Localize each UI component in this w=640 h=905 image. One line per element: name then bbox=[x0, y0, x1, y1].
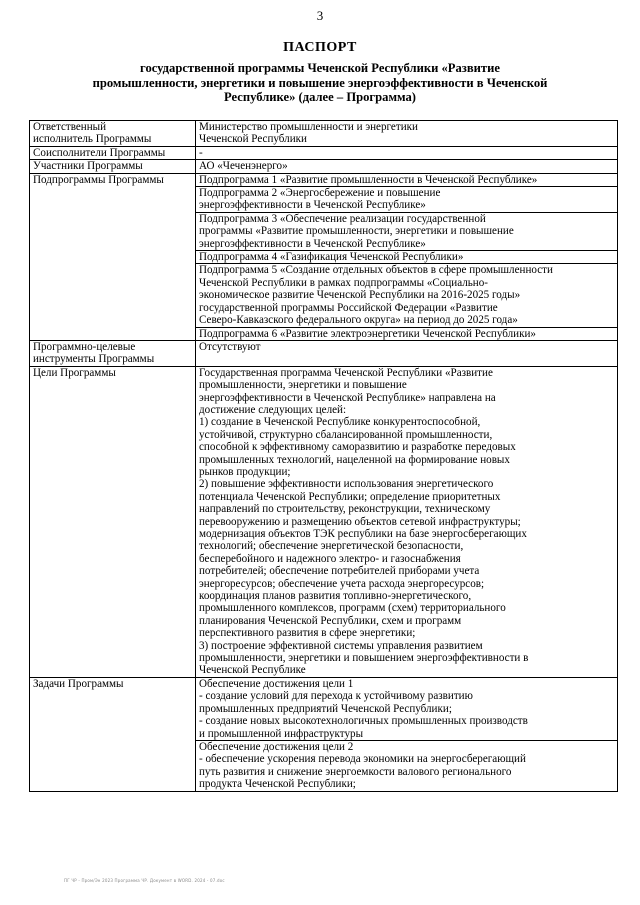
value-line: промышленных предприятий Чеченской Республики; bbox=[199, 702, 452, 715]
value-line: энергоэффективности в Чеченской Республике» направлена на bbox=[199, 391, 496, 404]
label-line: Подпрограммы Программы bbox=[33, 173, 164, 186]
row-label bbox=[30, 146, 196, 159]
value-line: Отсутствуют bbox=[199, 340, 261, 353]
table-row-goals bbox=[30, 366, 618, 677]
value-line: достижение следующих целей: bbox=[199, 403, 347, 416]
value-line: потребителей; обеспечение потребителей приборами учета bbox=[199, 565, 480, 578]
value-line: 2) повышение эффективности использования энергетического bbox=[199, 478, 494, 491]
value-line: промышленности, энергетики и повышение bbox=[199, 379, 407, 392]
table-row-tasks bbox=[30, 677, 618, 740]
subprogram-cell bbox=[196, 264, 618, 327]
value-line: координация планов развития топливно-энергетического, bbox=[199, 590, 472, 603]
value-line: - обеспечение ускорения перевода экономики на энергосберегающий bbox=[199, 753, 526, 766]
subprogram-cell bbox=[196, 327, 618, 340]
label-line: Участники Программы bbox=[33, 160, 143, 173]
value-line: Обеспечение достижения цели 1 bbox=[199, 677, 354, 690]
value-line: Северо-Кавказского федерального округа» на период до 2025 года» bbox=[199, 314, 518, 327]
value-line: - создание новых высокотехнологичных промышленных производств bbox=[199, 715, 528, 728]
value-line: Подпрограмма 1 «Развитие промышленности в Чеченской Республике» bbox=[199, 173, 538, 186]
value-line: Государственная программа Чеченской Республики «Развитие bbox=[199, 366, 493, 379]
footer-note: ПГ ЧР - Пром/Эн 2023 Программа ЧР. Документ в WORD. 2024 - 07.doc bbox=[64, 878, 225, 883]
value-line: 3) построение эффективной системы управления развитием bbox=[199, 639, 483, 652]
row-label bbox=[30, 677, 196, 791]
row-value bbox=[196, 160, 618, 173]
value-line: бесперебойного и надежного электро- и газоснабжения bbox=[199, 552, 461, 565]
value-line: промышленного комплексов, программ (схем) территориального bbox=[199, 602, 506, 615]
document-title: ПАСПОРТ bbox=[283, 40, 357, 55]
label-line: Соисполнители Программы bbox=[33, 146, 166, 159]
value-line: - создание условий для перехода к устойчивому развитию bbox=[199, 690, 473, 703]
value-line: 1) создание в Чеченской Республике конкурентоспособной, bbox=[199, 416, 481, 429]
table-row-participants bbox=[30, 160, 618, 173]
value-line: технологий; обеспечение энергетической безопасности, bbox=[199, 540, 464, 553]
label-line: Программно-целевые bbox=[33, 340, 136, 353]
value-line: энергоэффективности в Чеченской Республике» bbox=[199, 199, 426, 212]
value-line: Министерство промышленности и энергетики bbox=[199, 121, 418, 133]
value-line: устойчивой, структурно сбалансированной промышленности, bbox=[199, 428, 493, 441]
value-line: Подпрограмма 3 «Обеспечение реализации государственной bbox=[199, 212, 486, 225]
document-subtitle bbox=[28, 61, 612, 105]
value-line: Чеченской Республики в рамках подпрограммы «Социально- bbox=[199, 276, 488, 289]
value-line: способной к эффективному саморазвитию и разработке передовых bbox=[199, 441, 516, 454]
value-line: промышленности, энергетики и повышением энергоэффективности в bbox=[199, 652, 529, 665]
subprogram-cell bbox=[196, 187, 618, 213]
label-line: инструменты Программы bbox=[33, 353, 155, 366]
task-cell bbox=[196, 677, 618, 740]
page-number: 3 bbox=[316, 8, 324, 23]
row-value bbox=[196, 146, 618, 159]
value-line: энергоэффективности в Чеченской Республике» bbox=[199, 237, 426, 250]
value-line: направлений по строительству, реконструкции, техническому bbox=[199, 503, 491, 516]
value-line: промышленных технологий, нацеленной на формирование новых bbox=[199, 453, 510, 466]
value-line: - bbox=[199, 146, 203, 159]
value-line: Подпрограмма 6 «Развитие электроэнергетики Чеченской Республики» bbox=[199, 327, 536, 340]
value-line: государственной программы Российской Федерации «Развитие bbox=[199, 301, 498, 314]
label-line: Цели Программы bbox=[33, 366, 116, 379]
subprogram-cell bbox=[196, 173, 618, 186]
row-label bbox=[30, 366, 196, 677]
value-line: Подпрограмма 5 «Создание отдельных объектов в сфере промышленности bbox=[199, 264, 553, 277]
task-cell bbox=[196, 740, 618, 791]
value-line: продукта Чеченской Республики; bbox=[199, 778, 356, 791]
table-row-coexecutors bbox=[30, 146, 618, 159]
subtitle-line: промышленности, энергетики и повышение энергоэффективности в Чеченской bbox=[92, 75, 548, 90]
value-line: Чеченской Республике bbox=[199, 664, 306, 677]
subtitle-line: Республике» (далее – Программа) bbox=[223, 90, 417, 105]
value-line: Чеченской Республики bbox=[199, 133, 307, 146]
goals-text bbox=[196, 366, 618, 677]
row-label bbox=[30, 121, 196, 147]
value-line: планирования Чеченской Республики, схем и программ bbox=[199, 614, 462, 627]
subprogram-cell bbox=[196, 251, 618, 264]
row-label bbox=[30, 160, 196, 173]
table-row-instruments bbox=[30, 340, 618, 366]
row-label bbox=[30, 173, 196, 340]
value-line: потенциала Чеченской Республики; определение приоритетных bbox=[199, 490, 501, 503]
value-line: Подпрограмма 4 «Газификация Чеченской Республики» bbox=[199, 251, 464, 264]
table-row-subprogram bbox=[30, 173, 618, 186]
row-label bbox=[30, 340, 196, 366]
subprogram-cell bbox=[196, 212, 618, 250]
value-line: энергоресурсов; обеспечение учета расхода энергоресурсов; bbox=[199, 577, 485, 590]
subtitle-line: государственной программы Чеченской Республики «Развитие bbox=[140, 61, 500, 75]
value-line: программы «Развитие промышленности, энергетики и повышение bbox=[199, 225, 514, 238]
value-line: рынков продукции; bbox=[199, 465, 291, 478]
label-line: Задачи Программы bbox=[33, 677, 124, 690]
value-line: модернизация объектов ТЭК республики на базе энергосберегающих bbox=[199, 528, 527, 540]
value-line: экономическое развитие Чеченской Республики на 2016-2025 годы» bbox=[199, 289, 521, 302]
label-line: исполнитель Программы bbox=[33, 133, 152, 146]
value-line: Обеспечение достижения цели 2 bbox=[199, 740, 354, 753]
row-value bbox=[196, 340, 618, 366]
value-line: и промышленной инфраструктуры bbox=[199, 727, 364, 740]
value-line: перевооружению и размещению объектов сетевой инфраструктуры; bbox=[199, 515, 521, 528]
passport-table bbox=[29, 120, 618, 792]
value-line: АО «Чеченэнерго» bbox=[199, 160, 288, 173]
label-line: Ответственный bbox=[33, 121, 107, 133]
value-line: путь развития и снижение энергоемкости валового регионального bbox=[199, 765, 512, 778]
table-row-executor bbox=[30, 121, 618, 147]
value-line: перспективного развития в сфере энергетики; bbox=[199, 627, 416, 640]
row-value bbox=[196, 121, 618, 147]
value-line: Подпрограмма 2 «Энергосбережение и повышение bbox=[199, 187, 441, 200]
